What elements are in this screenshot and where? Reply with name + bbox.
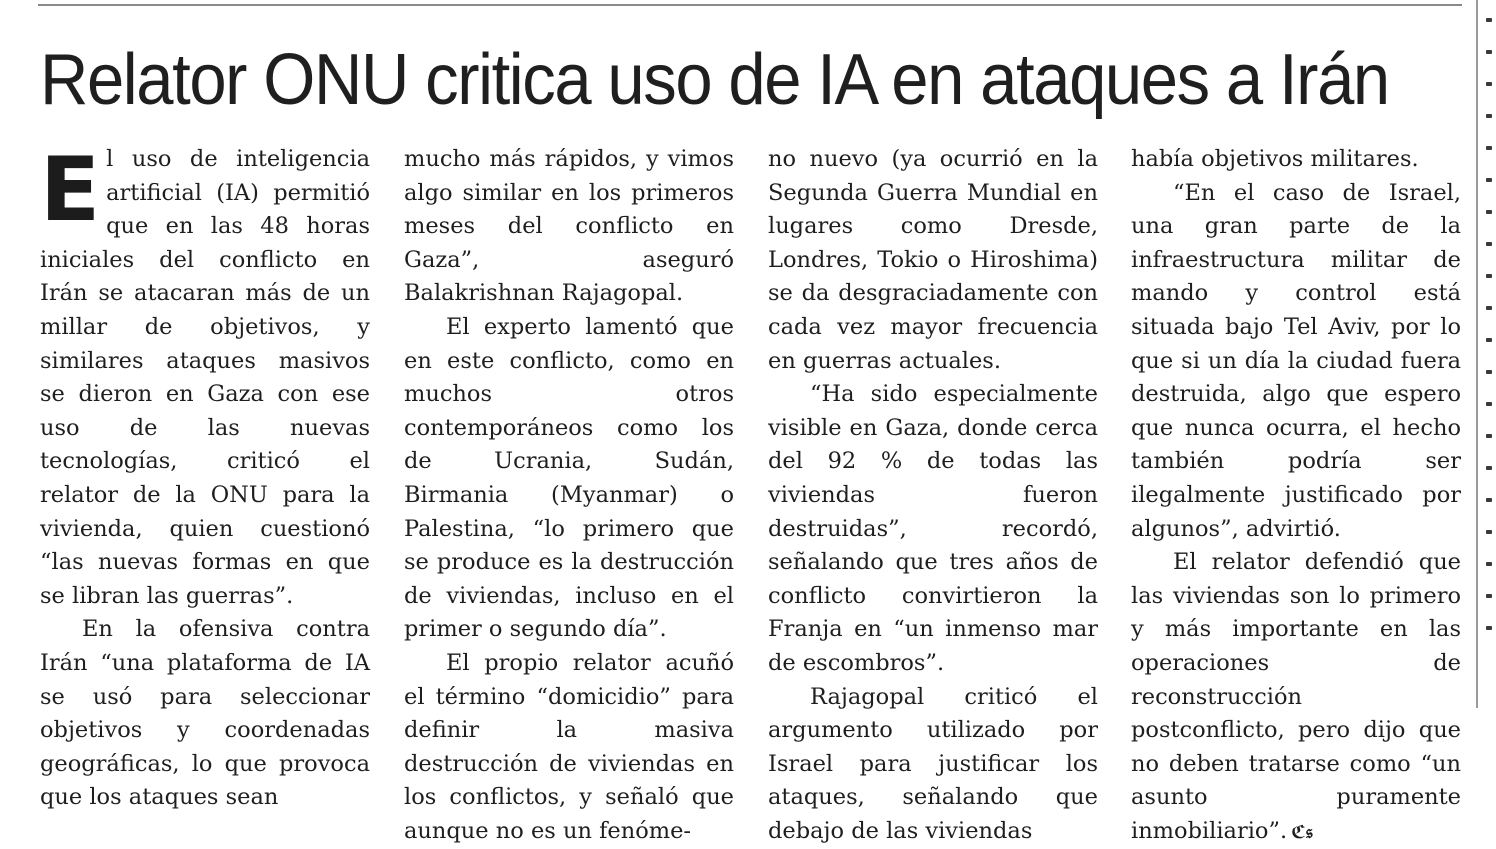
paragraph: Rajagopal criticó el argumento utilizado por Israel para justificar los ataques, señalando que debajo de las viviendas	[768, 683, 1098, 844]
paragraph: mucho más rápidos, y vimos algo similar en los primeros meses del conflicto en Gaza”, aseguró Balakrishnan Rajagopal.	[404, 146, 734, 307]
paragraph: En la ofensiva contra Irán “una plataforma de IA se usó para seleccionar objetivos y coordenadas geográficas, lo que provoca que los ataques sean	[40, 616, 370, 811]
end-of-article-mark: ℭ𝔰	[1291, 821, 1313, 843]
headline: Relator ONU critica uso de IA en ataques a Irán	[40, 40, 1389, 120]
paragraph-text: l uso de inteligencia artificial (IA) permitió que en las 48 horas iniciales del conflicto en Irán se atacaran más de un millar de objetivos, y similares ataques masivos se dieron en Gaza con ese uso de las nuevas tecnologías, criticó el relator de la ONU para la vivienda, quien cuestionó “las nuevas formas en que se libran las guerras”.	[40, 146, 370, 609]
paragraph: no nuevo (ya ocurrió en la Segunda Guerra Mundial en lugares como Dresde, Londres, Tokio o Hiroshima) se da desgraciadamente con cada vez mayor frecuencia en guerras actuales.	[768, 146, 1098, 374]
paragraph-text: El relator defendió que las viviendas son lo primero y más importante en las operaciones de reconstrucción postconflicto, pero dijo que no deben tratarse como “un asunto puramente inmobiliario”.	[1131, 549, 1461, 844]
article-column-1	[40, 138, 370, 815]
paragraph	[40, 138, 370, 613]
paragraph: El propio relator acuñó el término “domicidio” para definir la masiva destrucción de viviendas en los conflictos, y señaló que aunque no es un fenóme-	[404, 649, 734, 844]
paragraph: El experto lamentó que en este conflicto, como en muchos otros contemporáneos como los de Ucrania, Sudán, Birmania (Myanmar) o Palestina, “lo primero que se produce es la destrucción de viviendas, incluso en el primer o segundo día”.	[404, 313, 734, 643]
article-column-4	[1131, 143, 1461, 849]
article-column-2	[404, 143, 734, 848]
top-rule	[38, 4, 1462, 6]
drop-cap: E	[40, 138, 101, 241]
article-column-3	[768, 143, 1098, 848]
column-divider-rule	[1476, 0, 1478, 708]
paragraph: “Ha sido especialmente visible en Gaza, donde cerca del 92 % de todas las viviendas fueron destruidas”, recordó, señalando que tres años de conflicto convirtieron la Franja en “un inmenso mar de escombros”.	[768, 381, 1098, 676]
paragraph: había objetivos militares.	[1131, 146, 1419, 172]
paragraph: “En el caso de Israel, una gran parte de la infraestructura militar de mando y control está situada bajo Tel Aviv, por lo que si un día la ciudad fuera destruida, algo que espero que nunca ocurra, el hecho también podría ser ilegalmente justificado por algunos”, advirtió.	[1131, 179, 1461, 542]
adjacent-column-fragment	[1486, 18, 1496, 718]
paragraph	[1131, 546, 1461, 849]
